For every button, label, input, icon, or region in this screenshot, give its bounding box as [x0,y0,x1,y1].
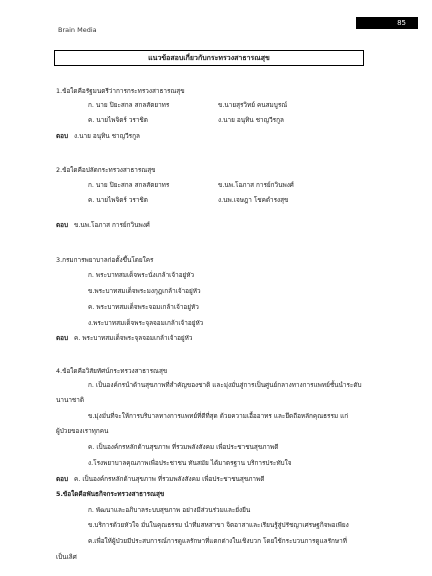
q1-choice-c: ค. นายไพจิตร์ วราชิต [88,116,148,124]
q3-answer: ค. พระบาทสมเด็จพระจุลจอมเกล้าเจ้าอยู่หัว [74,334,193,342]
q4-choice-b-line1: ข.มุ่งมั่นที่จะให้การบริบาลทางการแพทย์ที่ดีที่สุด ด้วยความเอื้ออาทร และยึดถือหลักคุณธรรม แก่ [88,412,349,420]
q3-choice-a: ก. พระบาทสมเด็จพระนั่งเกล้าเจ้าอยู่หัว [88,271,195,279]
q2-choice-b: ข.นพ.โอภาส การย์กวินพงศ์ [218,181,294,189]
q1-answer-label: ตอบ [56,132,69,140]
q2-question: 2.ข้อใดคือปลัดกระทรวงสาธารณสุข [56,166,156,174]
q3-choice-d: ง.พระบาทสมเด็จพระจุลจอมเกล้าเจ้าอยู่หัว [88,319,204,327]
q5-question: 5.ข้อใดคือพันธกิจกระทรวงสาธารณสุข [56,490,165,498]
q2-choice-c: ค. นายไพจิตร์ วราชิต [88,196,148,204]
q4-question: 4.ข้อใดคือวิสัยทัศน์กระทรวงสาธารณสุข [56,367,168,375]
q4-answer-label: ตอบ [56,475,69,483]
q1-choice-a: ก. นาย ปิยะสกล สกลสัตยาทร [88,101,170,109]
q4-choice-d: ง.โรงพยาบาลคุณภาพเพื่อประชาชน ทันสมัย ได้มาตรฐาน บริการประทับใจ [88,459,292,467]
q5-choice-b: ข.บริการด้วยหัวใจ มั่นในคุณธรรม นำที่มสหสาขา จิตอาสาและเรียนรู้สู่ปรัชญาเศรษฐกิจพอเพียง [88,521,349,529]
q1-choice-b: ข.นายสุรวิทย์ คนสมบูรณ์ [218,101,288,109]
q3-question: 3.กรมการพยาบาลก่อตั้งขึ้นโดยใคร [56,256,154,264]
q4-answer: ค. เป็นองค์กรหลักด้านสุขภาพ ที่รวมพลังสังคม เพื่อประชาชนสุขภาพดี [74,475,265,483]
q5-choice-a: ก. พัฒนาและอภิบาลระบบสุขภาพ อย่างมีส่วนร่วมและยั่งยืน [88,506,251,514]
q1-question: 1.ข้อใดคือรัฐมนตรีว่าการกระทรวงสาธารณสุข [56,87,185,95]
q1-answer: ง.นาย อนุทิน ชาญวีรกูล [74,132,140,140]
q4-choice-b-line2: ผู้ป่วยของเราทุกคน [56,427,109,435]
page-number-badge: 85 [356,17,418,29]
q3-choice-c: ค. พระบาทสมเด็จพระจอมเกล้าเจ้าอยู่หัว [88,303,199,311]
q4-choice-c: ค. เป็นองค์กรหลักด้านสุขภาพ ที่รวมพลังสังคม เพื่อประชาชนสุขภาพดี [88,443,279,451]
q3-choice-b: ข.พระบาทสมเด็จพระมงกุฎเกล้าเจ้าอยู่หัว [88,287,201,295]
q1-choice-d: ง.นาย อนุทิน ชาญวีรกูล [218,116,284,124]
page-title: แนวข้อสอบเกี่ยวกับกระทรวงสาธารณสุข [54,50,364,66]
q4-choice-a-line2: นานาชาติ [56,396,84,404]
q5-choice-c-line2: เป็นเลิศ [56,553,77,561]
q2-choice-d: ง.นพ.เจษฎา โชคดำรงสุข [218,196,289,204]
q3-answer-label: ตอบ [56,334,69,342]
q2-answer: ข.นพ.โอภาส การย์กวินพงศ์ [74,221,150,229]
q4-choice-a-line1: ก. เป็นองค์กรนำด้านสุขภาพที่สำคัญของชาติ และมุ่งมั่นสู่การเป็นศูนย์กลางทางการแพทย์ชั้นนำระดับ [88,381,362,389]
q2-answer-label: ตอบ [56,221,69,229]
q5-choice-c-line1: ค.เพื่อให้ผู้ป่วยมีประสบการณ์การดูแลรักษาที่แตกต่างในเชิงบวก โดยใช้กระบวนการดูแลรักษาที่ [88,537,347,545]
q2-choice-a: ก. นาย ปิยะสกล สกลสัตยาทร [88,181,170,189]
publisher-label: Brain Media [58,26,97,34]
